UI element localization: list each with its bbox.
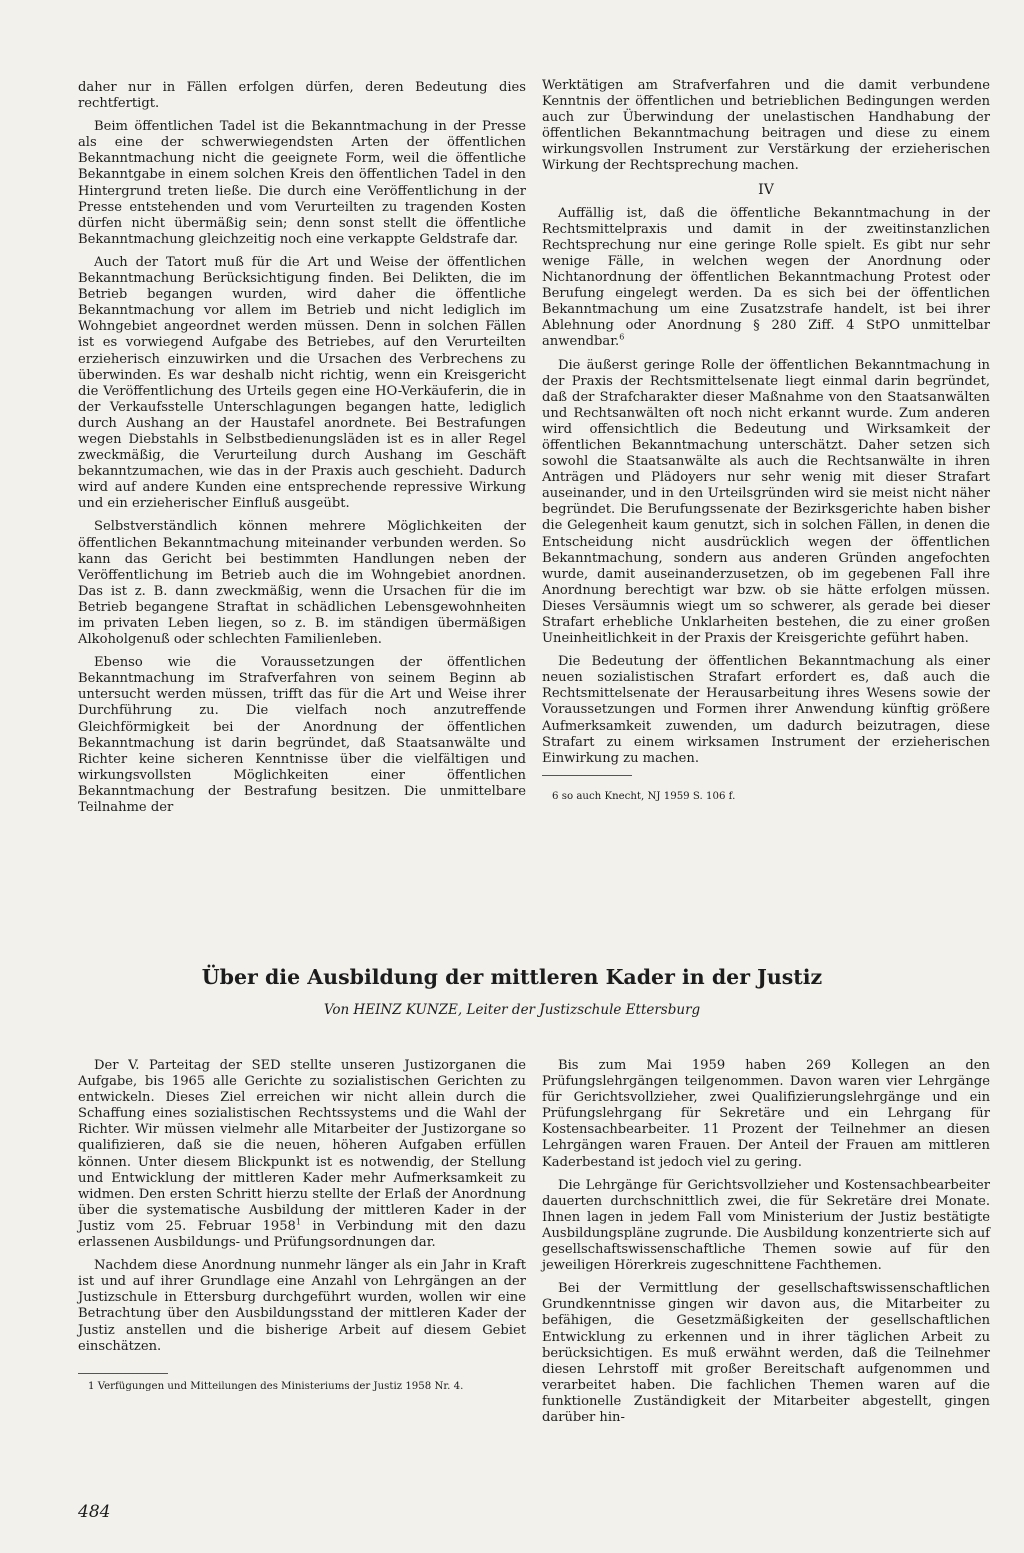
paragraph: Die Bedeutung der öffentlichen Bekanntmachung als einer neuen sozialistischen Strafart erfordert es, daß auch die Rechtsmittelsenate der Herausarbeitung ihres Wesens sowie der Voraussetzungen und Formen ihrer Anwendung künftig größere Aufmerksamkeit zuwenden, um dadurch beizutragen, diese Strafart zu einem wirksamen Instrument der erzieherischen Einwirkung zu machen. [542,654,990,766]
paragraph: Ebenso wie die Voraussetzungen der öffentlichen Bekanntmachung im Strafverfahren von seinem Beginn ab untersucht werden müssen, trifft das für die Art und Weise ihrer Durchführung zu. Die vielfach noch anzutreffende Gleichförmigkeit bei der Anordnung der öffentlichen Bekanntmachung ist darin begründet, daß Staatsanwälte und Richter keine sicheren Kenntnisse über die vielfältigen und wirkungsvollsten Möglichkeiten einer öffentlichen Bekanntmachung der Bestrafung besitzen. Die unmittelbare Teilnahme der [78,655,526,816]
article1-column-left [78,80,526,823]
paragraph: Beim öffentlichen Tadel ist die Bekanntmachung in der Presse als eine der schwerwiegendsten Arten der öffentlichen Bekanntmachung nicht die geeignete Form, weil die öffentliche Bekanntgabe in einem solchen Kreis den öffentlichen Tadel in den Hintergrund treten ließe. Die durch eine Veröffentlichung in der Presse entstehenden und vom Verurteilten zu tragenden Kosten dürfen nicht übermäßig sein; denn sonst stellt die öffentliche Bekanntmachung gleichzeitig noch eine verkappte Geldstrafe dar. [78,119,526,247]
paragraph: Nachdem diese Anordnung nunmehr länger als ein Jahr in Kraft ist und auf ihrer Grundlage eine Anzahl von Lehrgängen an der Justizschule in Ettersburg durchgeführt wurden, wollen wir eine Betrachtung über den Ausbildungsstand der mittleren Kader der Justiz anstellen und die bisherige Arbeit auf diesem Gebiet einschätzen. [78,1258,526,1354]
paragraph: Werktätigen am Strafverfahren und die damit verbundene Kenntnis der öffentlichen und betrieblichen Bedingungen werden auch zur Überwindung der unelastischen Handhabung der öffentlichen Bekanntmachung beitragen und diese zu einem wirkungsvollen Instrument zur Verstärkung der erzieherischen Wirkung der Rechtsprechung machen. [542,78,990,174]
section-heading: IV [758,181,774,198]
footnote-divider [78,1373,168,1374]
article-title: Über die Ausbildung der mittleren Kader in der Justiz [201,965,823,989]
paragraph: Auffällig ist, daß die öffentliche Bekanntmachung in der Rechtsmittelpraxis und damit in der zweitinstanzlichen Rechtsprechung nur eine geringe Rolle spielt. Es gibt nur sehr wenige Fälle, in welchen wegen der Anordnung oder Nichtanordnung der öffentlichen Bekanntmachung Protest oder Berufung eingelegt werden. Da es sich bei der öffentlichen Bekanntmachung um eine Zusatzstrafe handelt, ist bei ihrer Ablehnung oder Anordnung § 280 Ziff. 4 StPO unmittelbar anwendbar.$^6$ [542,205,990,350]
footnotes [78,1380,526,1393]
article-byline: Von HEINZ KUNZE, Leiter der Justizschule Ettersburg [323,1002,701,1018]
page-number: 484 [78,1502,111,1522]
paragraph: Die äußerst geringe Rolle der öffentlichen Bekanntmachung in der Praxis der Rechtsmittelsenate liegt einmal darin begründet, daß der Strafcharakter dieser Maßnahme von den Staatsanwälten und Rechtsanwälten oft noch nicht erkannt wurde. Zum anderen wird offensichtlich die Bedeutung und Wirksamkeit der öffentlichen Bekanntmachung unterschätzt. Daher setzen sich sowohl die Staatsanwälte als auch die Rechtsanwälte in ihren Anträgen und Plädoyers nur sehr wenig mit dieser Strafart auseinander, und in den Urteilsgründen wird sie meist nicht näher begründet. Die Berufungssenate der Bezirksgerichte haben bisher die Gelegenheit kaum genutzt, sich in solchen Fällen, in denen die Entscheidung nicht ausdrücklich wegen der öffentlichen Bekanntmachung, sondern aus anderen Gründen angefochten wurde, damit auseinanderzusetzen, ob im gegebenen Fall ihre Anordnung berechtigt war bzw. ob sie hätte erfolgen müssen. Dieses Versäumnis wiegt um so schwerer, als gerade bei dieser Strafart erhebliche Unklarheiten bestehen, die zu einer großen Uneinheitlichkeit in der Praxis der Kreisgerichte geführt haben. [542,357,990,647]
paragraph: Bis zum Mai 1959 haben 269 Kollegen an den Prüfungslehrgängen teilgenommen. Davon waren vier Lehrgänge für Gerichtsvollzieher, zwei Qualifizierungslehrgänge und ein Prüfungslehrgang für Sekretäre und ein Lehrgang für Kostensachbearbeiter. 11 Prozent der Teilnehmer an diesen Lehrgängen waren Frauen. Der Anteil der Frauen am mittleren Kaderbestand ist jedoch viel zu gering. [542,1058,990,1170]
paragraph: daher nur in Fällen erfolgen dürfen, deren Bedeutung dies rechtfertigt. [78,80,526,112]
footnote-marker: 1 [295,1217,301,1227]
article2-column-right [542,1058,990,1433]
footnote: 1 Verfügungen und Mitteilungen des Ministeriums der Justiz 1958 Nr. 4. [88,1380,464,1392]
footnote-marker: 6 [619,333,625,343]
footnote-divider [542,775,632,776]
paragraph: Selbstverständlich können mehrere Möglichkeiten der öffentlichen Bekanntmachung miteinander verbunden werden. So kann das Gericht bei bestimmten Handlungen neben der Veröffentlichung im Betrieb auch die im Wohngebiet anordnen. Das ist z. B. dann zweckmäßig, wenn die Ursachen für die im Betrieb begangene Straftat in schädlichen Lebensgewohnheiten im privaten Leben liegen, so z. B. im ständigen übermäßigen Alkoholgenuß oder schlechten Familienleben. [78,519,526,648]
paragraph: Die Lehrgänge für Gerichtsvollzieher und Kostensachbearbeiter dauerten durchschnittlich zwei, die für Sekretäre drei Monate. Ihnen lagen in jedem Fall vom Ministerium der Justiz bestätigte Ausbildungspläne zugrunde. Die Ausbildung konzentrierte sich auf gesellschaftswissenschaftliche Themen sowie auf für den jeweiligen Hörerkreis zugeschnittene Fachthemen. [542,1177,990,1274]
footnote: 6 so auch Knecht, NJ 1959 S. 106 f. [552,790,736,802]
article1-column-right [542,78,990,803]
paragraph: Bei der Vermittlung der gesellschaftswissenschaftlichen Grundkenntnisse gingen wir davon aus, die Mitarbeiter zu befähigen, die Gesetzmäßigkeiten der gesellschaftlichen Entwicklung zu erkennen und in ihrer täglichen Arbeit zu berücksichtigen. Es muß erwähnt werden, daß die Teilnehmer diesen Lehrstoff mit großer Bereitschaft aufgenommen und verarbeitet haben. Die fachlichen Themen waren auf die funktionelle Zuständigkeit der Mitarbeiter abgestellt, gingen darüber hin- [542,1281,990,1425]
article2-column-left [78,1058,526,1393]
paragraph: Der V. Parteitag der SED stellte unseren Justizorganen die Aufgabe, bis 1965 alle Gerichte zu sozialistischen Gerichten zu entwickeln. Dieses Ziel erreichen wir nicht allein durch die Schaffung eines sozialistischen Rechtssystems und die Wahl der Richter. Wir müssen vielmehr alle Mitarbeiter der Justizorgane so qualifizieren, daß sie die neuen, höheren Aufgaben erfüllen können. Unter diesem Blickpunkt ist es notwendig, der Stellung und Entwicklung der mittleren Kader mehr Aufmerksamkeit zu widmen. Den ersten Schritt hierzu stellte der Erlaß der Anordnung über die systematische Ausbildung der mittleren Kader in der Justiz vom 25. Februar 1958$^1$ in Verbindung mit den dazu erlassenen Ausbildungs- und Prüfungsordnungen dar. [78,1058,526,1251]
paragraph: Auch der Tatort muß für die Art und Weise der öffentlichen Bekanntmachung Berücksichtigung finden. Bei Delikten, die im Betrieb begangen wurden, wird daher die öffentliche Bekanntmachung vor allem im Betrieb und nicht lediglich im Wohngebiet angeordnet werden müssen. Denn in solchen Fällen ist es vorwiegend Aufgabe des Betriebes, auf den Verurteilten erzieherisch einzuwirken und die Ursachen des Verbrechens zu überwinden. Es war deshalb nicht richtig, wenn ein Kreisgericht die Veröffentlichung des Urteils gegen eine HO-Verkäuferin, die in der Verkaufsstelle Unterschlagungen begangen hatte, lediglich durch Aushang an der Haustafel anordnete. Bei Bestrafungen wegen Diebstahls in Selbstbedienungsläden ist es in aller Regel zweckmäßig, die Verurteilung durch Aushang im Geschäft bekanntzumachen, wie das in der Praxis auch geschieht. Dadurch wird auf andere Kunden eine entsprechende repressive Wirkung und ein erzieherischer Einfluß ausgeübt. [78,254,526,512]
footnotes [542,790,990,803]
